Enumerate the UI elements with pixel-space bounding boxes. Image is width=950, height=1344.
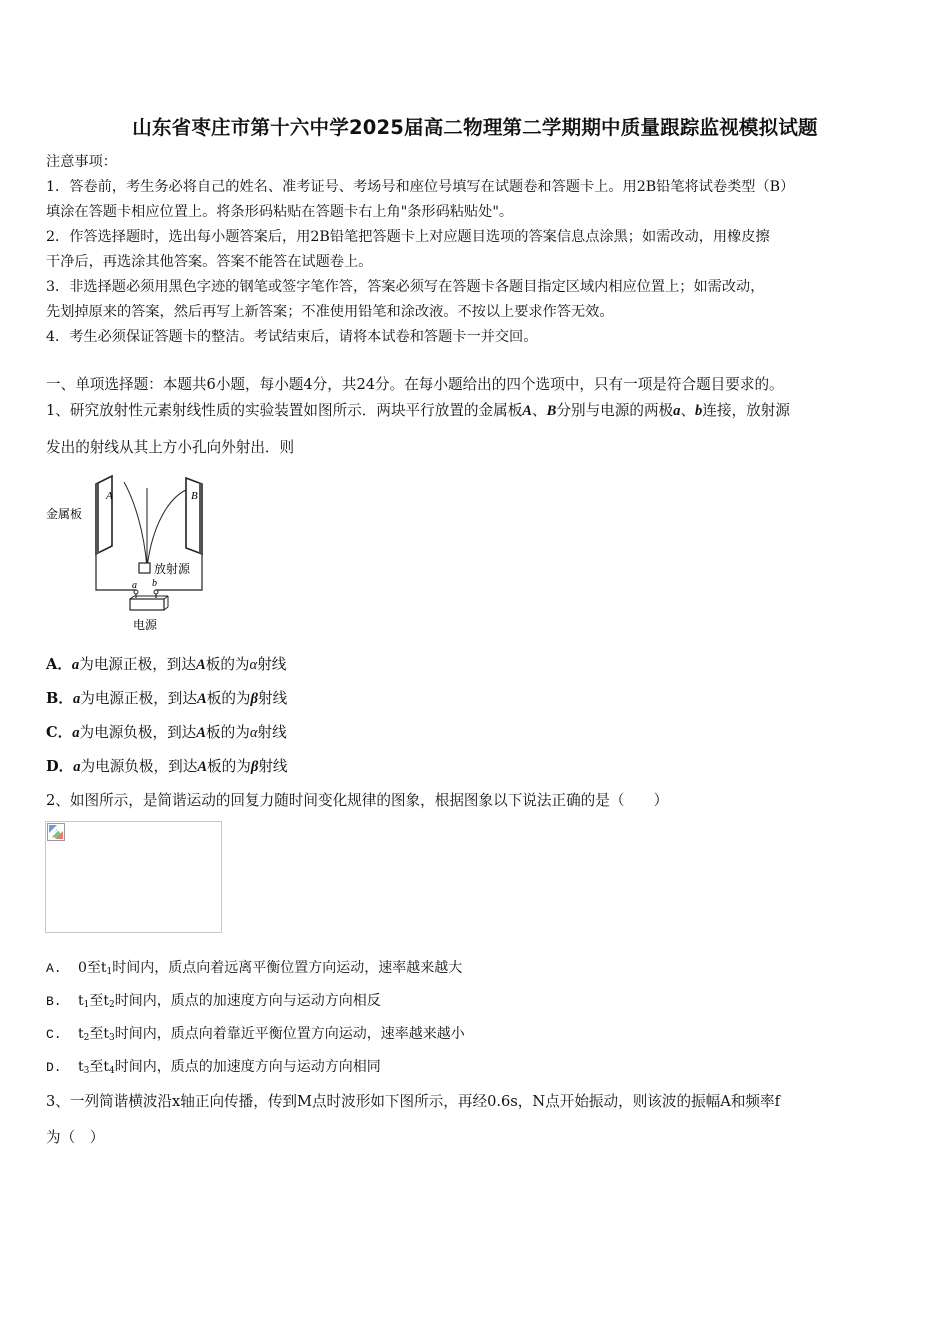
option-text: t: [78, 1059, 84, 1075]
option-text: 至t: [89, 993, 110, 1009]
wire-right: [156, 554, 202, 598]
option-letter: C.: [46, 1027, 62, 1042]
q1-option-a[interactable]: [46, 655, 286, 675]
option-text: 时间内，质点的加速度方向与运动方向相同: [114, 1059, 381, 1075]
option-sub: 4: [109, 1066, 115, 1076]
option-letter: C．: [46, 724, 73, 741]
option-letter: A.: [46, 961, 62, 976]
option-text: 射线: [258, 690, 288, 707]
figure-label-plate: 金属板: [46, 507, 83, 521]
notice-line: 3．非选择题必须用黑色字迹的钢笔或签字笔作答，答案必须写在答题卡各题目指定区域内相应位置上；如需改动，: [46, 279, 765, 295]
option-text: 至t: [89, 1026, 110, 1042]
option-text: 时间内，质点向着靠近平衡位置方向运动，速率越来越小: [114, 1026, 465, 1042]
option-text: 为电源负极，到达: [80, 758, 198, 775]
question-3-stem-line1: 3、一列简谐横波沿x轴正向传播，传到M点时波形如下图所示，再经0.6s，N点开始振动，则该波的振幅A和频率f: [46, 1093, 780, 1110]
notice-heading: 注意事项：: [46, 154, 117, 170]
option-ray: α: [249, 657, 258, 673]
option-letter: D．: [46, 758, 74, 775]
apparatus-figure: [44, 470, 216, 633]
q1-separator: 、: [680, 402, 696, 419]
metal-plate-b-edge: [199, 483, 202, 554]
figure-label-power: 电源: [133, 618, 158, 632]
option-text: 板的为: [206, 724, 250, 741]
question-3-stem-line2: 为（ ）: [46, 1129, 105, 1146]
figure-label-b: B: [191, 490, 198, 502]
ray-path-right: [147, 490, 186, 568]
q1-option-c[interactable]: [46, 723, 287, 743]
option-text: 为电源正极，到达: [79, 656, 196, 673]
option-var: a: [72, 691, 81, 707]
option-letter: B．: [46, 690, 73, 707]
wire-left: [96, 554, 136, 598]
option-var: a: [71, 657, 80, 673]
plate-a-label: A: [522, 403, 533, 419]
notice-line: 2．作答选择题时，选出每小题答案后，用2B铅笔把答题卡上对应题目选项的答案信息点涂黑；如需改动，用橡皮擦: [46, 229, 770, 245]
option-plate: A: [195, 657, 206, 673]
broken-image-placeholder: [45, 821, 222, 933]
option-plate: A: [197, 759, 208, 775]
option-letter: B.: [46, 994, 62, 1009]
option-ray: β: [250, 759, 259, 775]
option-text: 板的为: [207, 758, 251, 775]
pole-a-label: a: [673, 403, 681, 419]
option-text: t: [78, 993, 84, 1009]
q2-option-a[interactable]: [46, 958, 462, 982]
option-var: a: [72, 725, 80, 741]
option-var: a: [73, 759, 81, 775]
question-1-stem-line2: 发出的射线从其上方小孔向外射出．则: [46, 439, 295, 456]
q1-option-b[interactable]: [46, 689, 287, 709]
plate-b-label: B: [546, 403, 557, 419]
question-1-stem-line1: [46, 401, 790, 421]
power-supply: [130, 599, 164, 610]
radioactive-source: [139, 563, 150, 573]
option-ray: α: [249, 725, 258, 741]
option-text: 为电源负极，到达: [79, 724, 197, 741]
ray-path-left: [124, 482, 147, 568]
notice-line: 先划掉原来的答案，然后再写上新答案；不准使用铅笔和涂改液。不按以上要求作答无效。: [46, 304, 614, 320]
option-sub: 3: [83, 1066, 90, 1076]
option-sub: 3: [109, 1033, 115, 1043]
question-2-stem: 2、如图所示，是简谐运动的回复力随时间变化规律的图象，根据图象以下说法正确的是（ ）: [46, 792, 669, 809]
option-text: t: [78, 1026, 84, 1042]
power-supply-side-edge: [164, 607, 168, 610]
option-sub: 2: [109, 1000, 115, 1010]
option-text: 0至t: [78, 960, 107, 976]
notice-line: 1．答卷前，考生务必将自己的姓名、准考证号、考场号和座位号填写在试题卷和答题卡上。用2B铅笔将试卷类型（B）: [46, 179, 795, 195]
q1-text: 分别与电源的两极: [556, 402, 674, 419]
q1-text: 1、研究放射性元素射线性质的实验装置如图所示．两块平行放置的金属板: [46, 402, 523, 419]
option-sub: 2: [83, 1033, 90, 1043]
metal-plate-a-edge: [96, 483, 99, 554]
notice-line: 4．考生必须保证答题卡的整洁。考试结束后，请将本试卷和答题卡一并交回。: [46, 329, 538, 345]
page-title: 山东省枣庄市第十六中学2025届高二物理第二学期期中质量跟踪监视模拟试题: [132, 116, 818, 139]
section-heading: 一、单项选择题：本题共6小题，每小题4分，共24分。在每小题给出的四个选项中，只有一项是符合题目要求的。: [46, 376, 784, 393]
notice-line: 填涂在答题卡相应位置上。将条形码粘贴在答题卡右上角"条形码粘贴处"。: [46, 204, 514, 220]
option-text: 射线: [258, 758, 288, 775]
option-text: 射线: [257, 656, 287, 673]
q2-option-c[interactable]: [46, 1024, 465, 1048]
q1-separator: 、: [532, 402, 547, 419]
option-text: 至t: [89, 1059, 110, 1075]
notice-line: 干净后，再选涂其他答案。答案不能答在试题卷上。: [46, 254, 373, 270]
figure-label-pole-b: b: [152, 578, 157, 589]
option-letter: D.: [46, 1060, 62, 1075]
q1-text: 连接，放射源: [702, 402, 790, 419]
figure-label-a: A: [106, 490, 113, 502]
option-text: 板的为: [205, 656, 250, 673]
broken-image-icon: [47, 823, 65, 841]
option-text: 为电源正极，到达: [80, 690, 197, 707]
option-ray: β: [250, 691, 259, 707]
option-plate: A: [197, 691, 207, 707]
q2-option-b[interactable]: [46, 991, 381, 1015]
terminal-b: [154, 590, 158, 594]
option-sub: 1: [83, 1000, 90, 1010]
option-text: 时间内，质点向着远离平衡位置方向运动，速率越来越大: [112, 960, 463, 976]
figure-label-pole-a: a: [132, 580, 137, 591]
option-text: 时间内，质点的加速度方向与运动方向相反: [114, 993, 381, 1009]
option-text: 射线: [257, 724, 287, 741]
q1-option-d[interactable]: [46, 757, 288, 777]
option-plate: A: [196, 725, 207, 741]
option-text: 板的为: [206, 690, 251, 707]
pole-b-label: b: [695, 403, 703, 419]
option-sub: 1: [106, 967, 113, 977]
q2-option-d[interactable]: [46, 1057, 381, 1081]
figure-label-source: 放射源: [154, 562, 191, 576]
option-letter: A．: [46, 656, 72, 673]
